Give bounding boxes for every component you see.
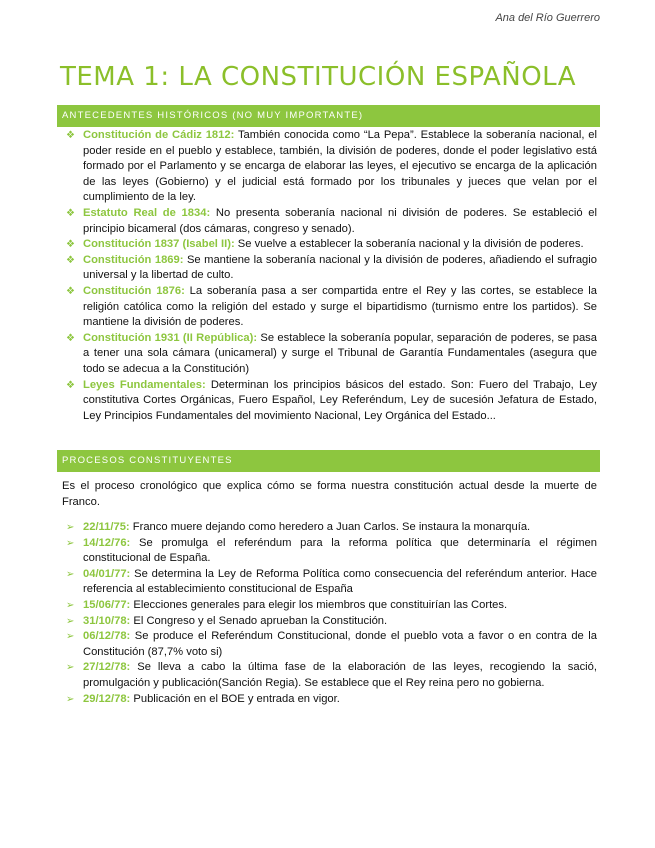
diamond-bullet-icon: ❖: [66, 254, 75, 266]
list-item: [62, 660, 597, 691]
arrowhead-bullet-icon: ➢: [66, 568, 75, 580]
item-date: 22/11/75:: [83, 521, 130, 533]
item-date: 31/10/78:: [83, 614, 131, 627]
list-item: [62, 536, 597, 567]
author-name: Ana del Río Guerrero: [495, 12, 600, 24]
antecedentes-list: [62, 128, 597, 424]
item-date: 29/12/78:: [83, 692, 131, 705]
list-item: [62, 378, 597, 425]
diamond-bullet-icon: ❖: [66, 207, 75, 219]
procesos-list: [62, 520, 597, 707]
list-item: [62, 253, 597, 284]
item-text: Publicación en el BOE y entrada en vigor.: [130, 692, 340, 705]
item-term: Constitución 1931 (II República):: [83, 331, 258, 344]
item-text: Franco muere dejando como heredero a Juan Carlos. Se instaura la monarquía.: [129, 521, 531, 533]
item-text: Se establece la soberanía popular, separación de poderes, se pasa a tener una sola cámara (unicameral) y surge el Tribunal de Garantía Fundamentales (asegura que todo se adecua a la Constitución): [83, 331, 597, 375]
item-text: Se vuelve a establecer la soberanía nacional y la división de poderes.: [234, 238, 584, 251]
item-date: 04/01/77:: [83, 567, 131, 580]
list-item: [62, 284, 597, 331]
item-text: El Congreso y el Senado aprueban la Constitución.: [130, 614, 388, 627]
item-term: Constitución de Cádiz 1812:: [83, 129, 235, 141]
diamond-bullet-icon: ❖: [66, 130, 75, 141]
item-date: 14/12/76:: [83, 536, 131, 549]
list-item: [62, 567, 597, 598]
item-date: 15/06/77:: [83, 598, 131, 611]
arrowhead-bullet-icon: ➢: [66, 615, 75, 627]
list-item: [62, 629, 597, 660]
list-item: [62, 128, 597, 206]
list-item: [62, 520, 597, 536]
list-item: [62, 692, 597, 708]
diamond-bullet-icon: ❖: [66, 239, 75, 251]
item-term: Constitución 1876:: [83, 284, 185, 297]
section-intro: Es el proceso cronológico que explica cómo se forma nuestra constitución actual desde la muerte de Franco.: [62, 480, 597, 508]
item-date: 06/12/78:: [83, 630, 131, 643]
list-item: [62, 598, 597, 614]
page-title: TEMA 1: LA CONSTITUCIÓN ESPAÑOLA: [60, 62, 577, 92]
item-text: Se mantiene la soberanía nacional y la división de poderes, añadiendo el sufragio universal y la libertad de culto.: [83, 253, 597, 282]
arrowhead-bullet-icon: ➢: [66, 599, 75, 611]
section-heading-antecedentes: ANTECEDENTES HISTÓRICOS (NO MUY IMPORTANTE): [57, 105, 600, 127]
list-item: [62, 206, 597, 237]
item-text: También conocida como “La Pepa”. Establece la soberanía nacional, el poder reside en el pueblo y establece, también, la división de poderes, donde el poder legislativo está formado por el Parlamento y se encarga de elaborar las leyes, el ejecutivo se encarga de la aplicación de las leyes (Gobierno) y el judicial está formado por los tribunales y jueces que velan por el cumplimiento de la ley.: [83, 129, 597, 204]
item-text: Elecciones generales para elegir los miembros que constituirían las Cortes.: [130, 598, 508, 611]
item-text: Determinan los principios básicos del estado. Son: Fuero del Trabajo, Ley constitutiva Cortes Orgánicas, Fuero Español, Ley Referéndum, Ley de sucesión Jefatura de Estado, Ley Principios Fundamentales del movimiento Nacional, Ley Orgánica del Estado...: [83, 378, 597, 422]
arrowhead-bullet-icon: ➢: [66, 537, 75, 549]
diamond-bullet-icon: ❖: [66, 332, 75, 344]
item-text: La soberanía pasa a ser compartida entre el Rey y las cortes, se establece la religión católica como la religión del estado y surge el bipartidismo (turnismo entre los partidos). Se mantiene la división de poderes.: [83, 284, 597, 329]
item-text: No presenta soberanía nacional ni división de poderes. Se estableció el principio bicameral (dos cámaras, congreso y senado).: [83, 206, 597, 235]
arrowhead-bullet-icon: ➢: [66, 522, 75, 533]
item-date: 27/12/78:: [83, 661, 131, 674]
diamond-bullet-icon: ❖: [66, 379, 75, 391]
item-text: Se promulga el referéndum para la reforma política que determinaría el régimen constitucional de España.: [83, 536, 597, 565]
item-term: Leyes Fundamentales:: [83, 378, 206, 391]
list-item: [62, 331, 597, 378]
diamond-bullet-icon: ❖: [66, 285, 75, 297]
item-term: Constitución 1837 (Isabel II):: [83, 238, 235, 251]
item-text: Se lleva a cabo la última fase de la elaboración de las leyes, recogiendo la sació, promulgación y publicación(Sanción Regia). Se establece que el Rey reina pero no gobierna.: [83, 661, 597, 689]
arrowhead-bullet-icon: ➢: [66, 631, 75, 643]
arrowhead-bullet-icon: ➢: [66, 693, 75, 705]
list-item: [62, 237, 597, 253]
item-text: Se determina la Ley de Reforma Política como consecuencia del referéndum anterior. Hace referencia al establecimiento constitucional de España: [83, 567, 597, 596]
list-item: [62, 614, 597, 630]
arrowhead-bullet-icon: ➢: [66, 662, 75, 674]
item-term: Constitución 1869:: [83, 253, 184, 266]
section-heading-procesos: PROCESOS CONSTITUYENTES: [57, 450, 600, 472]
item-term: Estatuto Real de 1834:: [83, 206, 211, 219]
item-text: Se produce el Referéndum Constitucional, donde el pueblo vota a favor o en contra de la Constitución (87,7% voto si): [83, 630, 597, 658]
